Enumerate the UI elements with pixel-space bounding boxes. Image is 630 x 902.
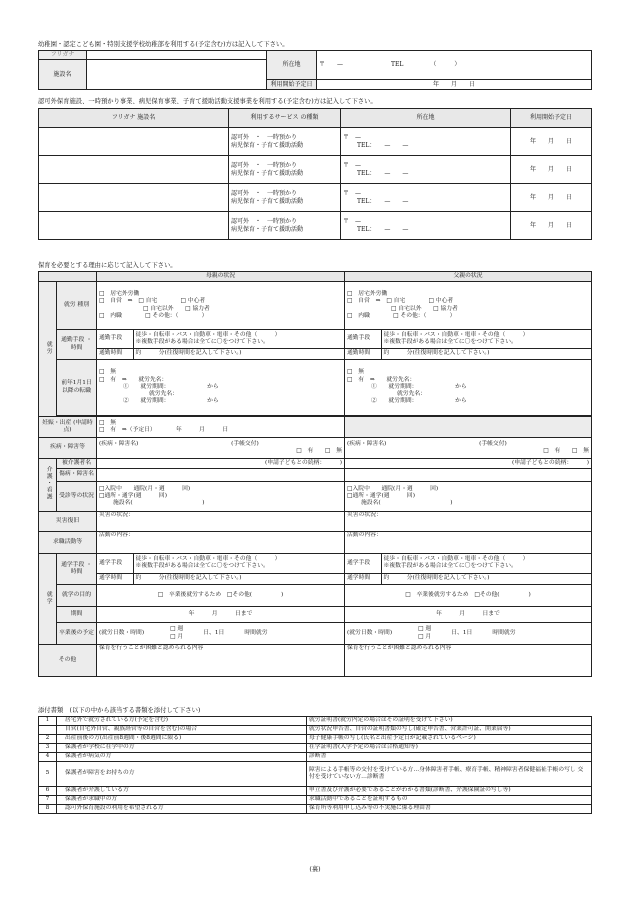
attachment-no: 7 [39, 796, 57, 805]
attachment-row [39, 805, 592, 814]
school-means-head: 通学手段 ・時間 [57, 554, 97, 585]
start-date-label: 利用開始予定日 [267, 80, 317, 90]
attachment-no: 1 [39, 717, 57, 726]
father-care-status[interactable]: □入院中 通院(月・週 回) □通所・通学(週 回) 施設名( ) [345, 482, 592, 512]
mother-job-search[interactable]: 活動の内容： [97, 532, 345, 554]
mother-commute[interactable]: 通勤手段 徒歩・自転車・バス・自動車・電車・その他（ ） ※複数手段がある場合は全てに〇をつけて下さい。 通勤時間 約 分(往復時間を記入して下さい。) [97, 330, 345, 360]
tel-text: TEL （ ） [391, 61, 461, 69]
service-options[interactable]: 認可外 ・ 一時預かり 病児保育・子育て援助活動 [229, 156, 341, 184]
attachment-case: 居宅外で就労されている方(予定を含む) [57, 717, 307, 726]
attachment-doc: 求職活動中であることを証明するもの [307, 796, 592, 805]
unlicensed-table [38, 108, 592, 240]
mother-illness[interactable]: (疾病・障害名) (手帳交付) □ 有 □ 無 [97, 438, 345, 459]
postal-mark: 〒 — [319, 61, 344, 69]
attachment-case: 保護者が障害をお持ちの方 [57, 762, 307, 787]
pregnancy-head: 妊娠・出産 (申請時点) [39, 417, 97, 438]
attachment-case: 保護者が病気の方 [57, 753, 307, 762]
attachment-doc: 申立書及び介護が必要であることがわかる書類(診断書、介護保険証の写し等) [307, 787, 592, 796]
address-label: 所在地 [267, 51, 317, 80]
care-status-head: 受診等の状況 [57, 482, 97, 512]
furigana-label: フリガナ [39, 51, 87, 60]
attachment-no: 8 [39, 805, 57, 814]
address-field[interactable]: 〒 — TEL： — — [341, 212, 511, 240]
service-row [39, 156, 592, 184]
h-name: フリガナ 施設名 [39, 109, 229, 128]
attachment-doc: 障害による手帳等の交付を受けている方…身体障害者手帳、療育手帳、精神障害者保健福祉手帳の写し 交付を受けていない方…診断書 [307, 762, 592, 787]
attachment-case: 保護者が求職中の方 [57, 796, 307, 805]
facility-name-label: 施設名 [39, 60, 87, 90]
mother-pregnancy[interactable]: □ 無 □ 有 ⇒（予定日） 年 月 日 [97, 417, 345, 438]
after-head: 卒業後の予定 [57, 623, 97, 645]
address-field[interactable]: 〒 — TEL： — — [341, 156, 511, 184]
disease-head: 傷病・障害名 [57, 469, 97, 482]
service-row [39, 212, 592, 240]
father-prev-job[interactable]: □ 無 □ 有 ⇒ 就労先名： ① 就労期間： から 就労先名： ② 就労期間： から [345, 360, 592, 416]
section1-title: 幼稚園・認定こども園・特別支援学校幼稚部を利用する(予定含む)方は記入して下さい。 [38, 41, 289, 48]
address-field[interactable] [317, 51, 592, 80]
address-field[interactable]: 〒 — TEL： — — [341, 184, 511, 212]
attachment-row [39, 717, 592, 726]
name-field[interactable] [39, 184, 229, 212]
work-type-head: 就労 種別 [57, 282, 97, 330]
disaster-head: 災害復旧 [39, 512, 97, 532]
father-school-means[interactable]: 通学手段 徒歩・自転車・バス・自動車・電車・その他（ ） ※複数手段がある場合は全てに〇をつけて下さい。 通学時間 約 分(往復時間を記入して下さい。) [345, 554, 592, 585]
father-patient[interactable]: (申請子どもとの続柄： ) [345, 459, 592, 469]
attachment-row [39, 762, 592, 787]
h-start: 利用開始予定日 [511, 109, 592, 128]
school-head: 就学 [39, 554, 57, 645]
h-address: 所在地 [341, 109, 511, 128]
mother-other[interactable]: 保育を行うことが困難と認められる内容 [97, 645, 345, 677]
mother-school-means[interactable]: 通学手段 徒歩・自転車・バス・自動車・電車・その他（ ） ※複数手段がある場合は全てに〇をつけて下さい。 通学時間 約 分(往復時間を記入して下さい。) [97, 554, 345, 585]
commute-head: 通勤手段 ・時間 [57, 330, 97, 360]
service-options[interactable]: 認可外 ・ 一時預かり 病児保育・子育て援助活動 [229, 128, 341, 156]
reason-table [38, 271, 592, 677]
attachment-doc: 就労状況申告書、自営の証明書類の写し(確定申告書、営業許可証、開業届等) [307, 726, 592, 735]
attachments-table [38, 716, 592, 814]
father-work-type[interactable]: □ 居宅外労働 □ 自営 ⇒ □ 自宅 □ 中心者 □ 自宅以外 □ 協力者 □ 内職 □ その他：（ ） [345, 282, 592, 330]
father-disease[interactable] [345, 469, 592, 482]
start-date-field[interactable]: 年 月 日 [511, 212, 592, 240]
attachment-doc: 母子健康手帳の写し(氏名と出産予定日が記載されているページ) [307, 735, 592, 744]
mother-disease[interactable] [97, 469, 345, 482]
attachment-row [39, 787, 592, 796]
service-options[interactable]: 認可外 ・ 一時預かり 病児保育・子育て援助活動 [229, 184, 341, 212]
patient-head: 被介護者名 [57, 459, 97, 469]
father-goal[interactable]: □ 卒業後就労するため □その他( ) [345, 585, 592, 607]
attachment-row [39, 744, 592, 753]
service-row [39, 128, 592, 156]
name-field[interactable] [39, 156, 229, 184]
attachment-no: 6 [39, 787, 57, 796]
father-commute[interactable]: 通勤手段 徒歩・自転車・バス・自動車・電車・その他（ ） ※複数手段がある場合は全てに〇をつけて下さい。 通勤時間 約 分(往復時間を記入して下さい。) [345, 330, 592, 360]
attachment-case: 自営(自宅外自営、親族経営等の自営を含む)の場合 [57, 726, 307, 735]
furigana-field[interactable] [87, 51, 267, 60]
attachment-no: 2 [39, 735, 57, 744]
father-illness[interactable]: (疾病・障害名) (手帳交付) □ 有 □ 無 [345, 438, 592, 459]
father-after[interactable]: (就労日数・時間) □ 週 □ 月 日、1日 時間就労 [345, 623, 592, 645]
attachment-case: 出産前後の方(出産前8週間・後8週間に限る) [57, 735, 307, 744]
attachment-no [39, 726, 57, 735]
mother-disaster[interactable]: 災害の状況： [97, 512, 345, 532]
prev-job-head: 前年1月1日以降の転職 [57, 360, 97, 416]
page-footer: (裏) [309, 866, 321, 873]
address-field[interactable]: 〒 — TEL： — — [341, 128, 511, 156]
attachment-case: 保護者が学校に在学中の方 [57, 744, 307, 753]
attachment-no: 4 [39, 753, 57, 762]
care-head: 介護・看護 [39, 459, 57, 512]
attachment-no: 5 [39, 762, 57, 787]
facility-name-field[interactable] [87, 60, 267, 90]
attachment-no: 3 [39, 744, 57, 753]
h-service: 利用するサービス の種類 [229, 109, 341, 128]
attachment-doc: 診断書 [307, 753, 592, 762]
start-date-field[interactable]: 年 月 日 [511, 184, 592, 212]
attachment-doc: 就労証明書(就労内定の場合はその証明を受けて下さい) [307, 717, 592, 726]
name-field[interactable] [39, 128, 229, 156]
attachment-case: 認可外保育施設の利用を希望される方 [57, 805, 307, 814]
kindergarten-table [38, 50, 592, 90]
job-search-head: 求職活動等 [39, 532, 97, 554]
attachment-row [39, 726, 592, 735]
mother-after[interactable]: (就労日数・時間) □ 週 □ 月 日、1日 時間就労 [97, 623, 345, 645]
corner [39, 272, 97, 282]
attachment-row [39, 735, 592, 744]
mother-term[interactable]: 年 月 日まで [97, 607, 345, 623]
father-disaster[interactable]: 災害の状況： [345, 512, 592, 532]
father-term[interactable]: 年 月 日まで [345, 607, 592, 623]
father-job-search[interactable]: 活動の内容： [345, 532, 592, 554]
other-head: その他 [39, 645, 97, 677]
goal-head: 就学の目的 [57, 585, 97, 607]
mother-patient[interactable]: (申請子どもとの続柄： ) [97, 459, 345, 469]
work-head: 就労 [39, 282, 57, 417]
mother-goal[interactable]: □ 卒業後就労するため □その他( ) [97, 585, 345, 607]
attachment-row [39, 796, 592, 805]
attachment-row [39, 753, 592, 762]
section4-title: 添付書類 (以下の中から該当する書類を添付して下さい) [38, 707, 201, 714]
mother-head: 母親の状況 [97, 272, 345, 282]
service-row [39, 184, 592, 212]
section3-title: 保育を必要とする理由に応じて記入して下さい。 [38, 262, 177, 269]
mother-care-status[interactable]: □入院中 通院(月・週 回) □通所・通学(週 回) 施設名( ) [97, 482, 345, 512]
attachment-doc: 在学証明書(入学予定の場合は合格通知等) [307, 744, 592, 753]
illness-head: 疾病・障害等 [39, 438, 97, 459]
attachment-case: 保護者が介護している方 [57, 787, 307, 796]
term-head: 期間 [57, 607, 97, 623]
father-head: 父親の状況 [345, 272, 592, 282]
start-date-field[interactable]: 年 月 日 [511, 156, 592, 184]
mother-prev-job[interactable]: □ 無 □ 有 ⇒ 就労先名： ① 就労期間： から 就労先名： ② 就労期間： から [97, 360, 345, 416]
attachment-doc: 保育所等利用申し込み等の不実施に係る理由書 [307, 805, 592, 814]
mother-work-type[interactable]: □ 居宅外労働 □ 自営 ⇒ □ 自宅 □ 中心者 □ 自宅以外 □ 協力者 □ 内職 □ その他：（ ） [97, 282, 345, 330]
start-date-field[interactable]: 年 月 日 [511, 128, 592, 156]
father-other[interactable]: 保育を行うことが困難と認められる内容 [345, 645, 592, 677]
start-date-field[interactable]: 年 月 日 [317, 80, 592, 90]
service-options[interactable]: 認可外 ・ 一時預かり 病児保育・子育て援助活動 [229, 212, 341, 240]
section2-title: 認可外保育施設、一時預かり事業、病児保育事業、子育て援助活動支援事業を利用する(予定含む)方は記入して下さい。 [38, 98, 377, 105]
father-pregnancy-na [345, 417, 592, 438]
name-field[interactable] [39, 212, 229, 240]
